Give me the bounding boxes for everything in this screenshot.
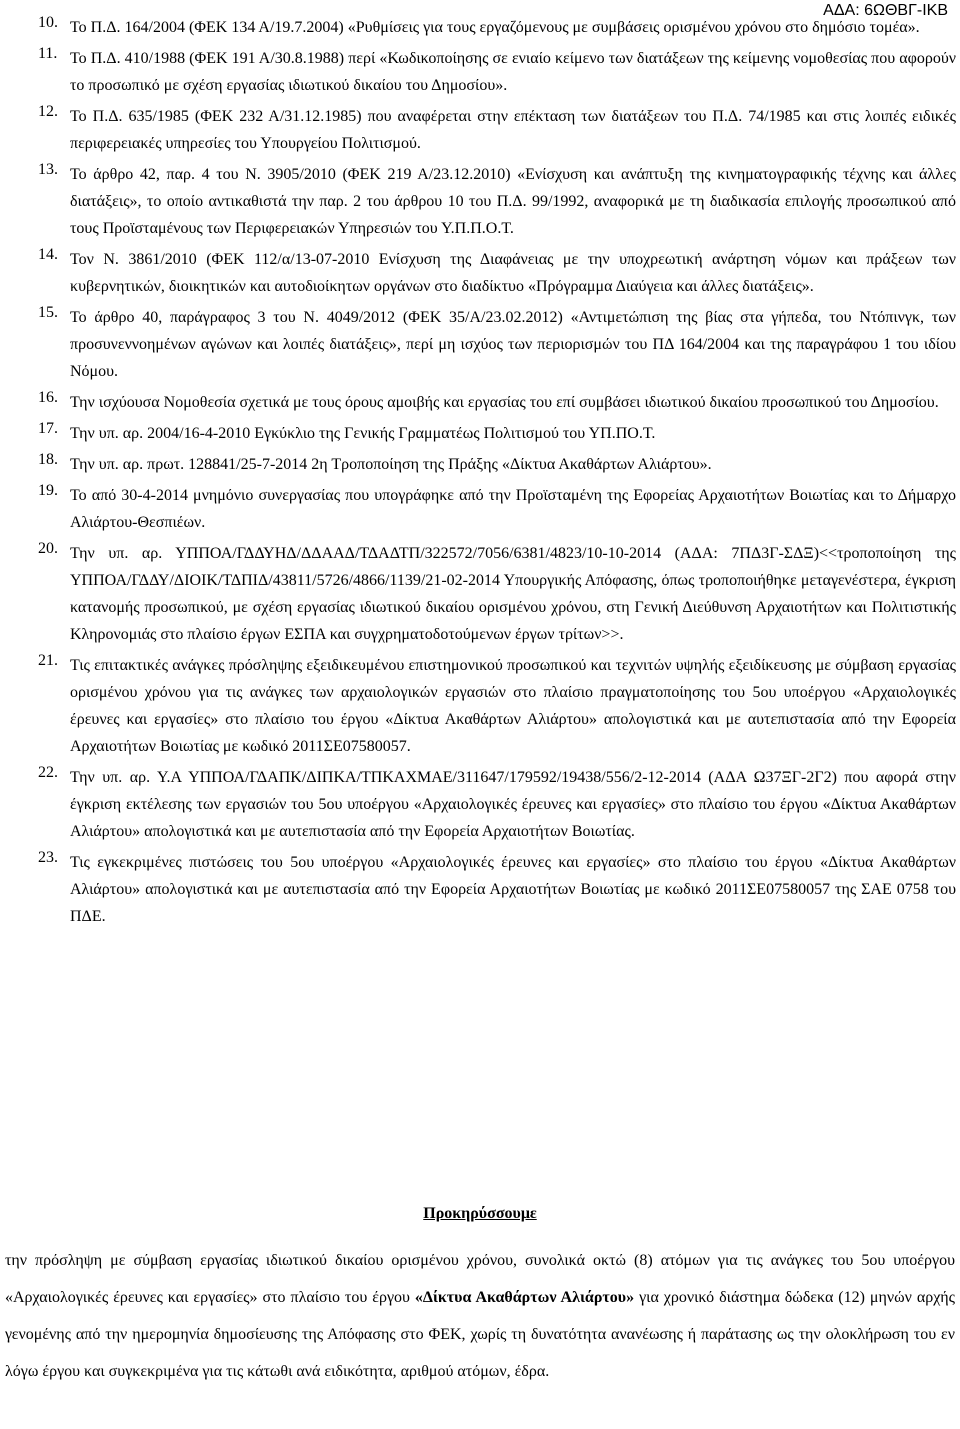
item-number: 10. [38, 14, 58, 31]
item-number: 21. [38, 652, 58, 669]
list-item [38, 161, 956, 242]
item-text: Τις επιτακτικές ανάγκες πρόσληψης εξειδικευμένου επιστημονικού προσωπικού και τεχνιτών υψηλής εξειδίκευσης με σύμβαση εργασίας ορισμένου χρόνου για τις ανάγκες των αρχαιολογικών εργασιών στο πλαίσιο πραγματοποίησης του 5ου υποέργου «Αρχαιολογικές έρευνες και εργασίες» στο πλαίσιο του έργου «Δίκτυα Ακαθάρτων Αλιάρτου» απολογιστικά και με αυτεπιστασία από την Εφορεία Αρχαιοτήτων Βοιωτίας με κωδικό 2011ΣΕ07580057. [70, 657, 956, 755]
list-item [38, 14, 956, 41]
list-item [38, 304, 956, 385]
item-number: 14. [38, 246, 58, 263]
closing-text-start: την πρόσληψη με σύμβαση εργασίας ιδιωτικού δικαίου ορισμένου χρόνου, συνολικά οκτώ (8) ατόμων για τις ανάγκες του 5ου υποέργου «Αρχαιολογικές έρευνες και εργασίες» στο πλαίσιο του έργου [5, 1252, 955, 1306]
item-number: 23. [38, 849, 58, 866]
item-text: Την ισχύουσα Νομοθεσία σχετικά με τους όρους αμοιβής και εργασίας του επί συμβάσει ιδιωτικού δικαίου προσωπικού του Δημοσίου. [70, 394, 939, 411]
item-number: 15. [38, 304, 58, 321]
list-item [38, 451, 956, 478]
item-text: Την υπ. αρ. ΥΠΠΟΑ/ΓΔΔΥΗΔ/ΔΔΑΑΔ/ΤΔΑΔΤΠ/322572/7056/6381/4823/10-10-2014 (ΑΔΑ: 7ΠΔ3Γ-ΣΔΞ)<<τροποποίηση της ΥΠΠΟΑ/ΓΔΔΥ/ΔΙΟΙΚ/ΤΔΠΙΔ/43811/5726/4866/1139/21-02-2014 Υπουργικής Απόφασης, όπως τροποποιήθηκε μεταγενέστερα, έγκριση κατανομής προσωπικού, με σχέση εργασίας ιδιωτικού δικαίου ορισμένου χρόνου, στη Γενική Διεύθυνση Αρχαιοτήτων και Πολιτιστικής Κληρονομιάς στο πλαίσιο έργων ΕΣΠΑ και συγχρηματοδοτούμενων έργων τρίτων>>. [70, 545, 956, 643]
item-number: 13. [38, 161, 58, 178]
item-number: 11. [38, 45, 58, 62]
item-text: Τον Ν. 3861/2010 (ΦΕΚ 112/α/13-07-2010 Ενίσχυση της Διαφάνειας με την υποχρεωτική ανάρτηση νόμων και πράξεων των κυβερνητικών, διοικητικών και αυτοδιοίκητων οργάνων στο διαδίκτυο «Πρόγραμμα Διαύγεια και άλλες διατάξεις». [70, 251, 956, 295]
item-number: 17. [38, 420, 58, 437]
item-number: 12. [38, 103, 58, 120]
item-number: 19. [38, 482, 58, 499]
closing-paragraph [5, 1242, 955, 1390]
legal-basis-list [38, 14, 956, 934]
item-text: Το άρθρο 40, παράγραφος 3 του Ν. 4049/2012 (ΦΕΚ 35/Α/23.02.2012) «Αντιμετώπιση της βίας στα γήπεδα, του Ντόπινγκ, των προσυνεννοημένων αγώνων και λοιπές διατάξεις», περί μη ισχύος των περιορισμών του ΠΔ 164/2004 και της παραγράφου 1 του ιδίου Νόμου. [70, 309, 956, 380]
document-reference-code: ΑΔΑ: 6ΩΘΒΓ-ΙΚΒ [823, 2, 948, 19]
section-heading: Προκηρύσσουμε [423, 1205, 537, 1222]
list-item [38, 482, 956, 536]
list-item [38, 420, 956, 447]
item-number: 20. [38, 540, 58, 557]
item-text: Το Π.Δ. 410/1988 (ΦΕΚ 191 Α/30.8.1988) περί «Κωδικοποίησης σε ενιαίο κείμενο των διατάξεων της κείμενης νομοθεσίας που αφορούν το προσωπικό με σχέση εργασίας ιδιωτικού δικαίου του Δημοσίου». [70, 50, 956, 94]
item-text: Το Π.Δ. 635/1985 (ΦΕΚ 232 Α/31.12.1985) που αναφέρεται στην επέκταση των διατάξεων του Π.Δ. 74/1985 και στις λοιπές ειδικές περιφερειακές υπηρεσίες του Υπουργείου Πολιτισμού. [70, 108, 956, 152]
item-text: Το άρθρο 42, παρ. 4 του Ν. 3905/2010 (ΦΕΚ 219 Α/23.12.2010) «Ενίσχυση και ανάπτυξη της κινηματογραφικής τέχνης και άλλες διατάξεις», το οποίο αντικαθιστά την παρ. 2 του άρθρου 10 του Π.Δ. 99/1992, αναφορικά με τη διαδικασία επιλογής προσωπικού από τους Προϊσταμένους των Περιφερειακών Υπηρεσιών του Υ.Π.Π.Ο.Τ. [70, 166, 956, 237]
item-number: 22. [38, 764, 58, 781]
list-item [38, 849, 956, 930]
project-name: «Δίκτυα Ακαθάρτων Αλιάρτου» [414, 1289, 635, 1306]
item-text: Το από 30-4-2014 μνημόνιο συνεργασίας που υπογράφηκε από την Προϊσταμένη της Εφορείας Αρχαιοτήτων Βοιωτίας και το Δήμαρχο Αλιάρτου-Θεσπιέων. [70, 487, 956, 531]
closing-text-end: για χρονικό διάστημα δώδεκα (12) μηνών αρχής γενομένης από την ημερομηνία δημοσίευσης της Απόφασης στο ΦΕΚ, χωρίς τη δυνατότητα ανανέωσης ή παράτασης ως την ολοκλήρωση του εν λόγω έργου και συγκεκριμένα για τις κάτωθι ανά ειδικότητα, αριθμού ατόμων, έδρα. [5, 1289, 956, 1380]
item-text: Την υπ. αρ. 2004/16-4-2010 Εγκύκλιο της Γενικής Γραμματέως Πολιτισμού του ΥΠ.ΠΟ.Τ. [70, 425, 656, 442]
list-item [38, 45, 956, 99]
item-text: Τις εγκεκριμένες πιστώσεις του 5ου υποέργου «Αρχαιολογικές έρευνες και εργασίες» στο πλαίσιο του έργου «Δίκτυα Ακαθάρτων Αλιάρτου» απολογιστικά και με αυτεπιστασία από την Εφορεία Αρχαιοτήτων Βοιωτίας με κωδικό 2011ΣΕ07580057 της ΣΑΕ 0758 του ΠΔΕ. [70, 854, 956, 925]
item-text: Την υπ. αρ. Υ.Α ΥΠΠΟΑ/ΓΔΑΠΚ/ΔΙΠΚΑ/ΤΠΚΑΧΜΑΕ/311647/179592/19438/556/2-12-2014 (ΑΔΑ Ω37ΞΓ-2Γ2) που αφορά στην έγκριση εκτέλεσης των εργασιών του 5ου υποέργου «Αρχαιολογικές έρευνες και εργασίες» στο πλαίσιο του έργου «Δίκτυα Ακαθάρτων Αλιάρτου» απολογιστικά και με αυτεπιστασία από την Εφορεία Αρχαιοτήτων Βοιωτίας. [70, 769, 956, 840]
list-item [38, 652, 956, 760]
item-number: 16. [38, 389, 58, 406]
list-item [38, 246, 956, 300]
item-text: Την υπ. αρ. πρωτ. 128841/25-7-2014 2η Τροποποίηση της Πράξης «Δίκτυα Ακαθάρτων Αλιάρτου». [70, 456, 712, 473]
list-item [38, 764, 956, 845]
list-item [38, 103, 956, 157]
list-item [38, 389, 956, 416]
item-number: 18. [38, 451, 58, 468]
list-item [38, 540, 956, 648]
item-text: Το Π.Δ. 164/2004 (ΦΕΚ 134 Α/19.7.2004) «Ρυθμίσεις για τους εργαζόμενους με συμβάσεις ορισμένου χρόνου στο δημόσιο τομέα». [70, 19, 920, 36]
